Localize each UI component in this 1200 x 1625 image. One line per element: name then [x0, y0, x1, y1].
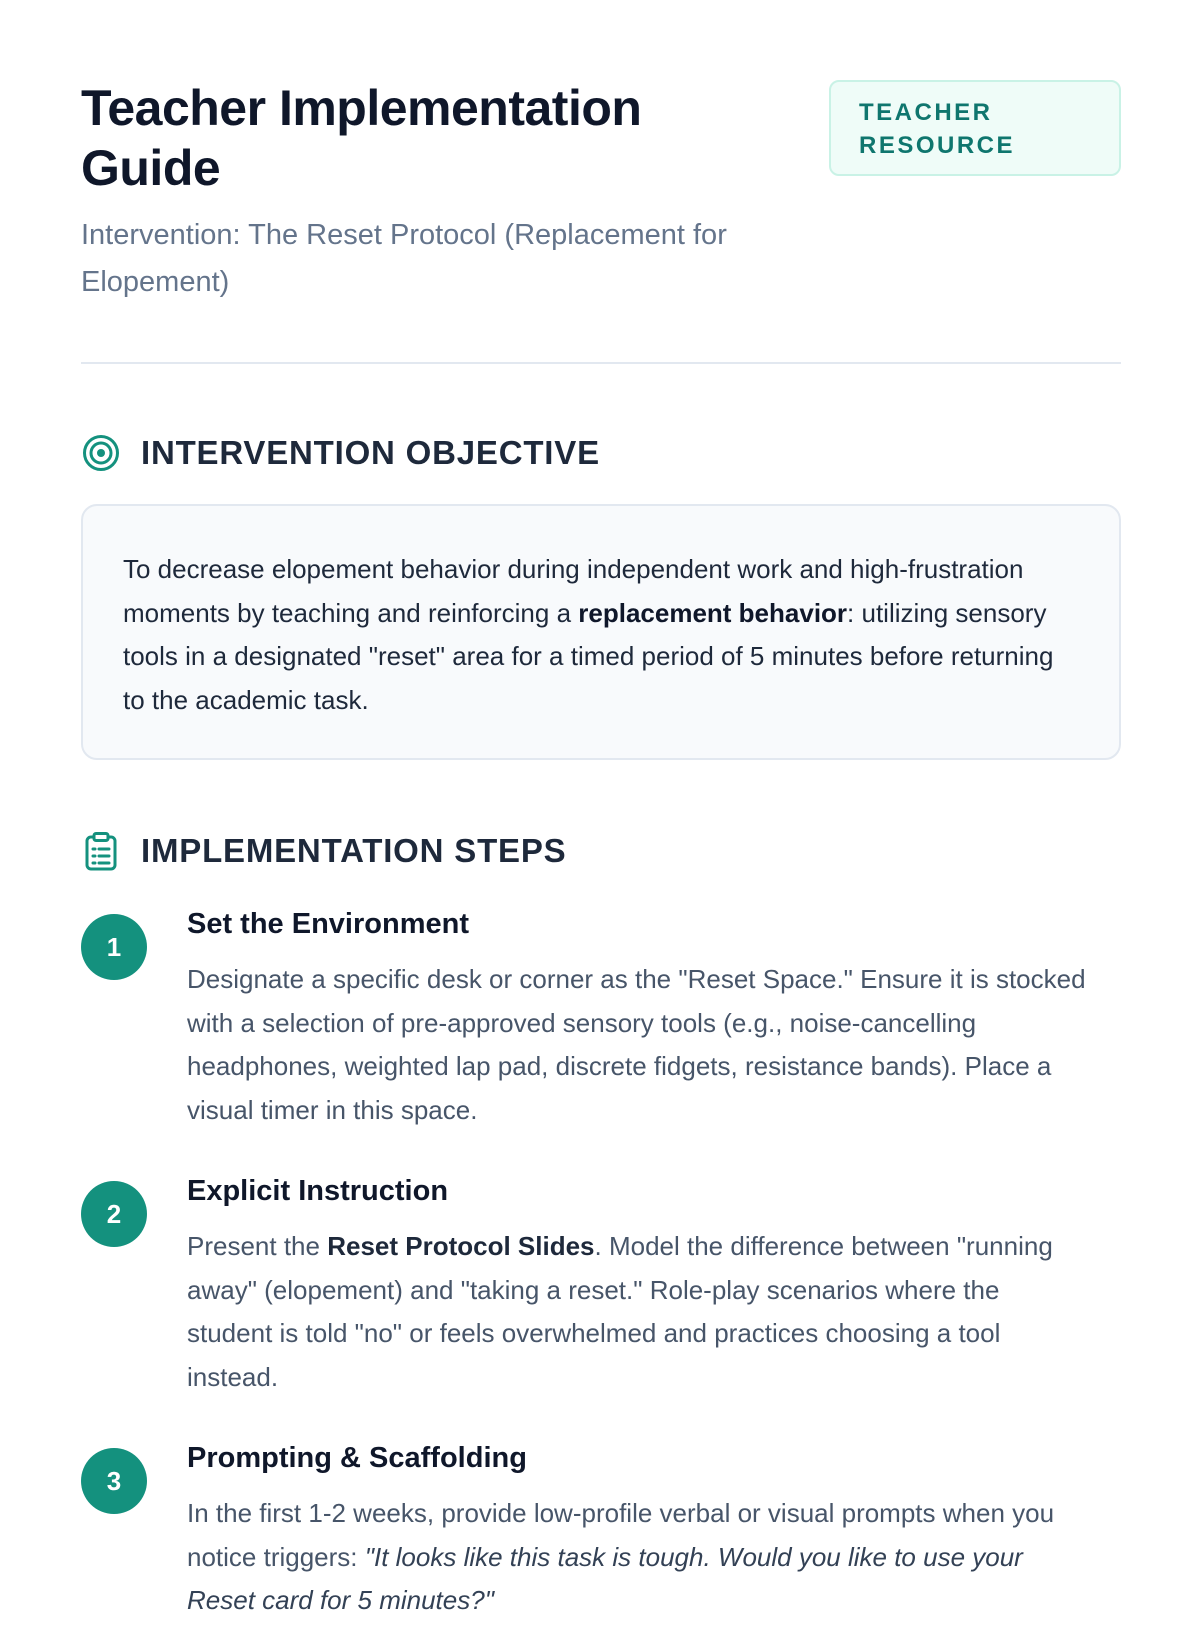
objective-section-heading	[81, 433, 600, 473]
objective-heading: INTERVENTION OBJECTIVE	[141, 434, 600, 471]
teacher-resource-badge: TEACHER RESOURCE	[829, 80, 1121, 176]
step-title: Set the Environment	[187, 908, 469, 940]
step-title: Prompting & Scaffolding	[187, 1442, 527, 1474]
step-description: In the first 1-2 weeks, provide low-profile verbal or visual prompts when you notice triggers: "It looks like this task is tough. Would you like to use your Reset card for 5 minutes?"	[187, 1498, 1055, 1615]
clipboard-icon	[81, 831, 121, 871]
target-icon	[81, 433, 121, 473]
step-number-badge: 1	[81, 914, 147, 980]
steps-section-heading	[81, 831, 566, 871]
step-title: Explicit Instruction	[187, 1175, 449, 1207]
steps-heading: IMPLEMENTATION STEPS	[141, 832, 567, 869]
page-subtitle: Intervention: The Reset Protocol (Replacement for Elopement)	[81, 219, 727, 298]
page-header	[81, 0, 1121, 364]
objective-box	[81, 504, 1121, 760]
page-title: Teacher Implementation Guide	[81, 80, 642, 196]
guide-page	[81, 0, 1121, 1615]
objective-bold-term: replacement behavior	[578, 597, 848, 628]
step-number-badge: 3	[81, 1448, 147, 1514]
step-bold-term: Reset Protocol Slides	[327, 1231, 595, 1261]
objective-text: To decrease elopement behavior during independent work and high-frustration moments by teaching and reinforcing a replacement behavior: utilizing sensory tools in a designated "reset" area for a timed period of 5 minutes before returning to the academic task.	[123, 554, 1054, 715]
step-number-badge: 2	[81, 1181, 147, 1247]
step-description: Present the Reset Protocol Slides. Model the difference between "running away" (elopement) and "taking a reset." Role-play scenarios where the student is told "no" or feels overwhelmed and practices choosing a tool instead.	[187, 1231, 1053, 1392]
step-example-quote: "It looks like this task is tough. Would you like to use your Reset card for 5 minutes?"	[187, 1541, 1023, 1615]
step-description: Designate a specific desk or corner as the "Reset Space." Ensure it is stocked with a selection of pre-approved sensory tools (e.g., noise-cancelling headphones, weighted lap pad, discrete fidgets, resistance bands). Place a visual timer in this space.	[187, 964, 1086, 1125]
